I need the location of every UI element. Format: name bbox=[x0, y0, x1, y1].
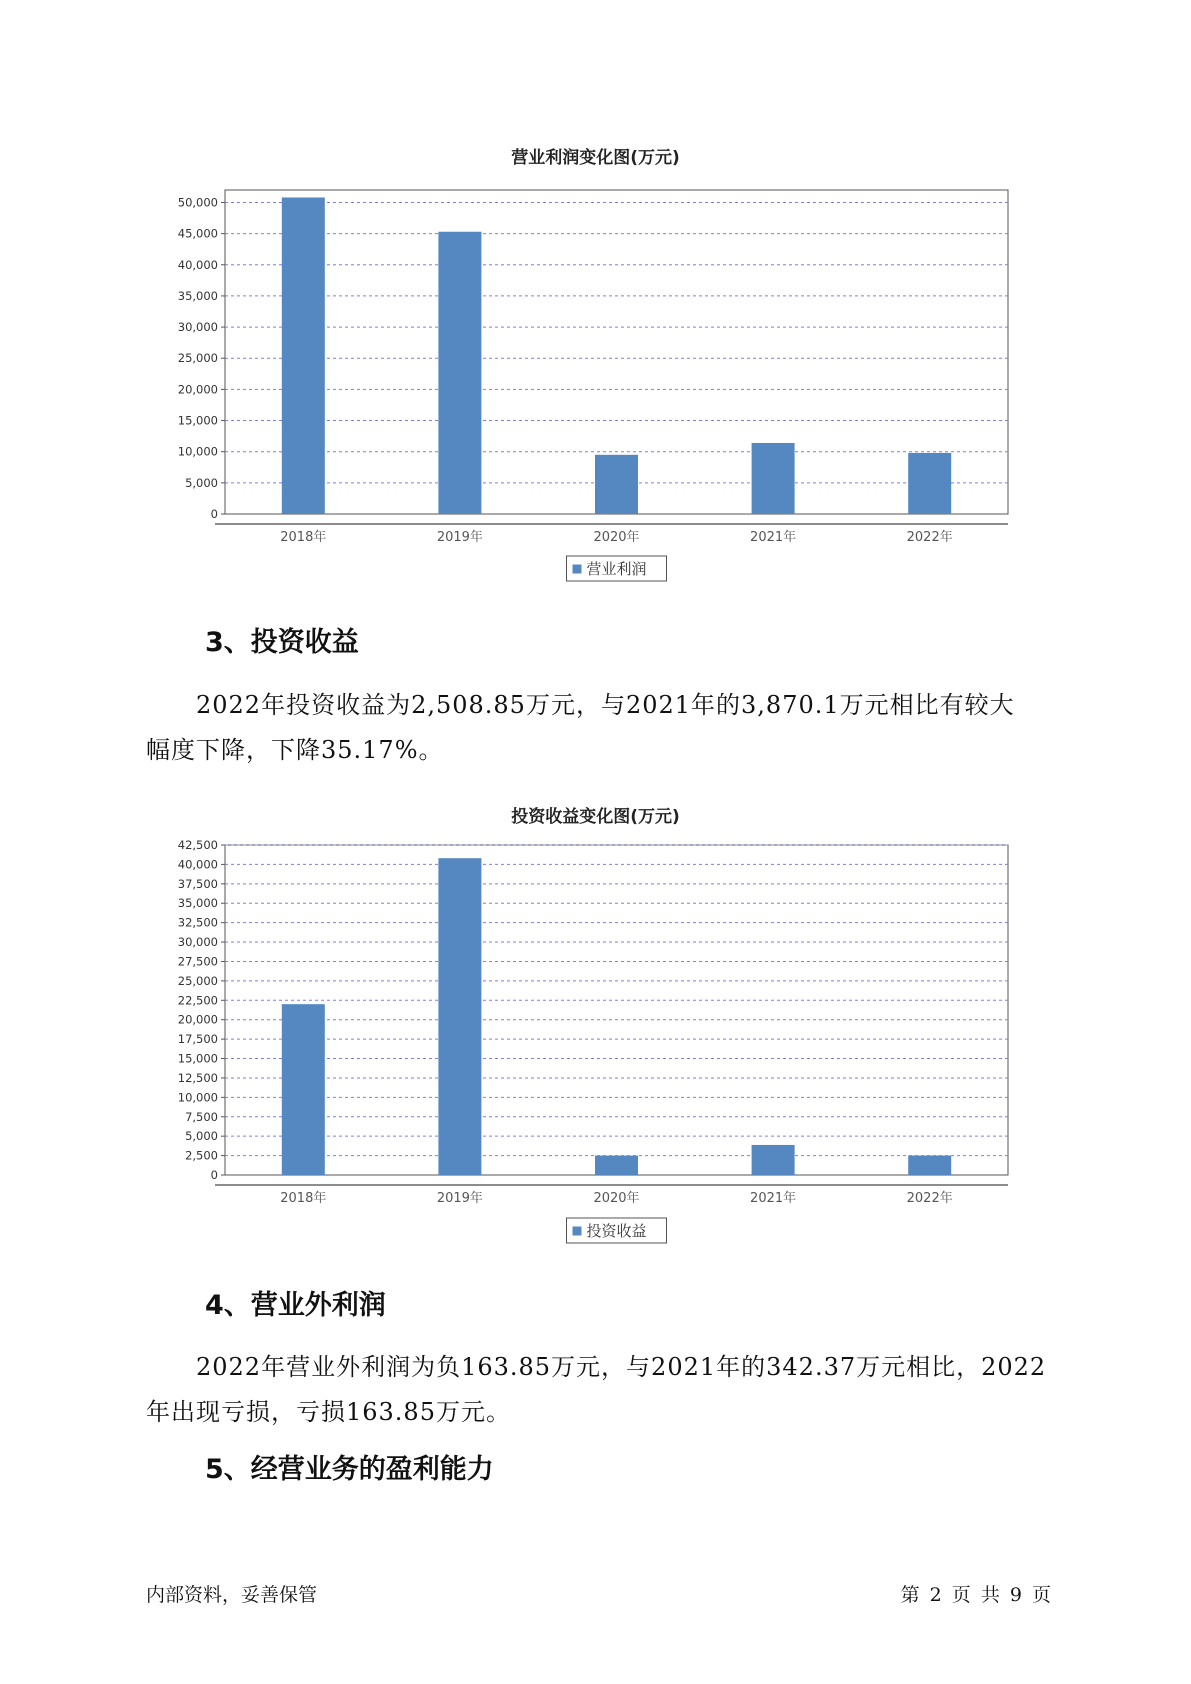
footer-note: 内部资料，妥善保管 bbox=[146, 1584, 318, 1606]
bar bbox=[438, 858, 481, 1175]
y-tick-label: 12,500 bbox=[177, 1070, 218, 1085]
x-tick-label: 2020年 bbox=[593, 530, 640, 545]
section-4-paragraph bbox=[146, 1345, 1076, 1435]
plot-area bbox=[225, 845, 1008, 1175]
x-tick-label: 2020年 bbox=[593, 1191, 640, 1206]
section-5-heading: 5、经营业务的盈利能力 bbox=[205, 1454, 494, 1485]
y-tick-label: 50,000 bbox=[177, 195, 218, 210]
x-tick-label: 2018年 bbox=[280, 530, 327, 545]
y-tick-label: 45,000 bbox=[177, 226, 218, 241]
x-tick-label: 2021年 bbox=[750, 530, 797, 545]
bar bbox=[752, 1145, 795, 1175]
legend-swatch bbox=[573, 1227, 582, 1236]
bar bbox=[595, 1156, 638, 1175]
y-tick-label: 40,000 bbox=[177, 857, 218, 872]
x-tick-label: 2018年 bbox=[280, 1191, 327, 1206]
y-tick-label: 17,500 bbox=[177, 1032, 218, 1047]
y-tick-label: 25,000 bbox=[177, 351, 218, 366]
y-tick-label: 2,500 bbox=[185, 1148, 218, 1163]
bar bbox=[908, 1156, 951, 1175]
chart2-title: 投资收益变化图(万元) bbox=[511, 807, 680, 827]
y-tick-label: 15,000 bbox=[177, 413, 218, 428]
chart1-title: 营业利润变化图(万元) bbox=[511, 148, 680, 168]
y-tick-label: 30,000 bbox=[177, 935, 218, 950]
y-tick-label: 15,000 bbox=[177, 1051, 218, 1066]
y-tick-label: 32,500 bbox=[177, 915, 218, 930]
x-tick-label: 2019年 bbox=[436, 1191, 483, 1206]
y-tick-label: 0 bbox=[210, 1168, 218, 1182]
y-tick-label: 5,000 bbox=[185, 1129, 218, 1144]
section-4-heading: 4、营业外利润 bbox=[205, 1290, 386, 1321]
y-tick-label: 20,000 bbox=[177, 382, 218, 397]
x-tick-label: 2019年 bbox=[436, 530, 483, 545]
bar bbox=[282, 1004, 325, 1175]
section-4-line1: 2022年营业外利润为负163.85万元，与2021年的342.37万元相比，2022 bbox=[196, 1353, 1047, 1381]
section-3-heading: 3、投资收益 bbox=[205, 627, 359, 658]
page-number: 第 2 页 共 9 页 bbox=[900, 1584, 1051, 1606]
legend-label: 投资收益 bbox=[586, 1222, 647, 1240]
y-tick-label: 27,500 bbox=[177, 954, 218, 969]
legend bbox=[567, 1218, 667, 1243]
section-3-line1: 2022年投资收益为2,508.85万元，与2021年的3,870.1万元相比有较大 bbox=[196, 691, 1015, 719]
y-tick-label: 5,000 bbox=[185, 475, 218, 490]
y-tick-label: 22,500 bbox=[177, 993, 218, 1008]
x-tick-label: 2021年 bbox=[750, 1191, 797, 1206]
section-3-line2: 幅度下降，下降35.17%。 bbox=[146, 736, 444, 764]
y-tick-label: 35,000 bbox=[177, 896, 218, 911]
y-tick-label: 10,000 bbox=[177, 1090, 218, 1105]
x-tick-label: 2022年 bbox=[906, 1191, 953, 1206]
x-tick-label: 2022年 bbox=[906, 530, 953, 545]
y-tick-label: 40,000 bbox=[177, 257, 218, 272]
y-tick-label: 42,500 bbox=[177, 838, 218, 852]
y-tick-label: 37,500 bbox=[177, 876, 218, 891]
y-tick-label: 20,000 bbox=[177, 1012, 218, 1027]
y-tick-label: 25,000 bbox=[177, 973, 218, 988]
y-tick-label: 10,000 bbox=[177, 444, 218, 459]
y-tick-label: 0 bbox=[210, 507, 218, 521]
y-tick-label: 35,000 bbox=[177, 288, 218, 303]
legend-label: 营业利润 bbox=[586, 560, 647, 578]
y-tick-label: 7,500 bbox=[185, 1109, 218, 1124]
y-tick-label: 30,000 bbox=[177, 320, 218, 335]
section-4-line2: 年出现亏损，亏损163.85万元。 bbox=[146, 1398, 511, 1426]
